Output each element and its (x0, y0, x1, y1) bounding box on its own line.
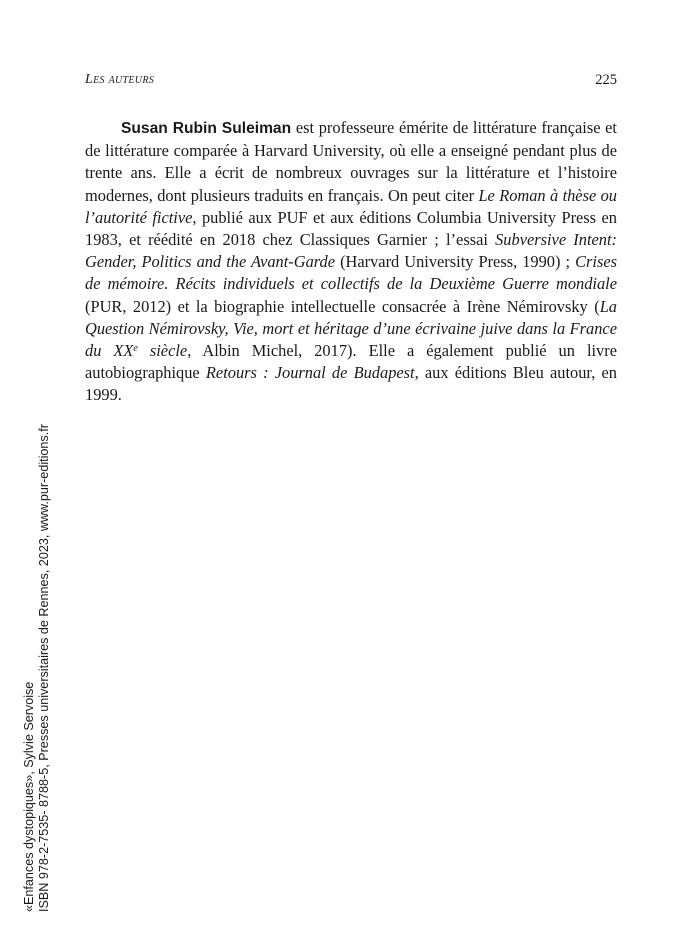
running-header (85, 72, 617, 92)
bio-text: , Albin Michel, 2017). Elle a également publié un livre autobiographique (85, 341, 617, 383)
book-title: Retours : Journal de Budapest (205, 363, 415, 383)
bio-text: (Harvard University Press, 1990) ; (335, 252, 576, 272)
book-title-part: siècle (137, 341, 188, 361)
bio-text: , publié aux PUF et aux éditions Columbia University Press en 1983, et réédité en 2018 chez Classiques Garnier ; l’essai (85, 207, 617, 250)
book-title: Crises de mémoire. Récits individuels et collectifs de la Deuxième Guerre mondiale (85, 252, 617, 294)
running-title: Les auteurs (85, 72, 155, 87)
page-number: 225 (595, 72, 617, 88)
century-superscript: e (133, 343, 138, 355)
book-title: Le Roman à thèse ou l’autorité fictive (85, 185, 617, 227)
side-note-line: «Enfances dystopiques», Sylvie Servoise (22, 681, 36, 912)
copyright-side-note (22, 412, 51, 912)
author-name: Susan Rubin Suleiman (121, 120, 292, 137)
side-note-line: ISBN 978-2-7535- 8788-5, Presses universitaires de Rennes, 2023, www.pur-editions.fr (36, 424, 51, 912)
author-bio-paragraph (85, 117, 617, 407)
bio-text: est professeure émérite de littérature française et de littérature comparée à Harvard University, où elle a enseigné pendant plus de trente ans. Elle a écrit de nombreux ouvrages sur la littérature et l’histoire modernes, dont plusieurs traduits en français. On peut citer (85, 118, 617, 205)
bio-text: (PUR, 2012) et la biographie intellectuelle consacrée à Irène Némirovsky ( (85, 296, 600, 316)
book-title: Subversive Intent: Gender, Politics and the Avant-Garde (85, 230, 617, 272)
book-title-part: La Question Némirovsky, Vie, mort et héritage d’une écrivaine juive dans la France du XX (85, 296, 617, 361)
bio-text: , aux éditions Bleu autour, en 1999. (85, 363, 617, 405)
